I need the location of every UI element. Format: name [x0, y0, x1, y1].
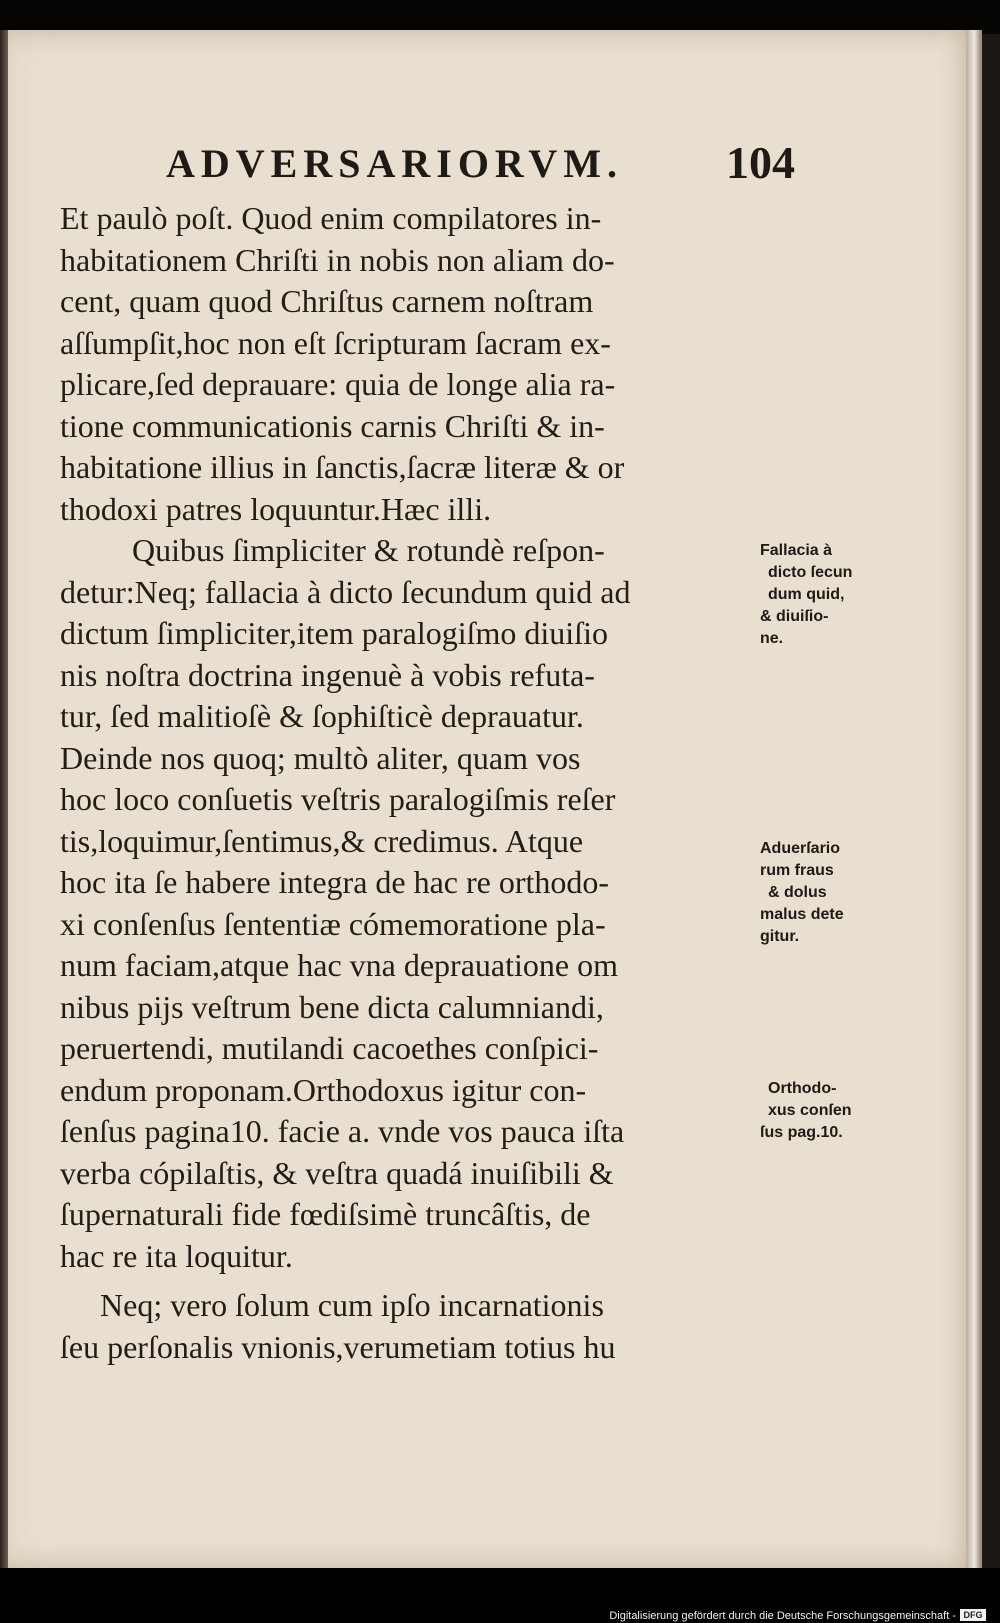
text-line: Deinde nos quoq; multò aliter, quam vos — [60, 739, 581, 776]
margin-note-orthodoxus: Orthodo- xus conſen ſus pag.10. — [760, 1080, 852, 1141]
text-line: peruertendi, mutilandi cacoethes conſpici- — [60, 1030, 599, 1066]
page-header — [6, 132, 976, 192]
text-line: cent, quam quod Chriſtus carnem noſtram — [60, 283, 594, 319]
text-line: ſupernaturali fide fœdiſsimè truncâſtis, de — [60, 1196, 591, 1232]
text-line: num faciam,atque hac vna deprauatione om — [60, 947, 618, 983]
running-title: ADVERSARIORVM. — [166, 141, 624, 186]
text-line: aſſumpſit,hoc non eſt ſcripturam ſacram ex- — [60, 324, 611, 361]
text-line: thodoxi patres loquuntur.Hæc illi. — [60, 490, 492, 527]
text-line: tis,loquimur,ſentimus,& credimus. Atque — [60, 822, 584, 859]
text-line: tione communicationis carnis Chriſti & in- — [60, 407, 605, 444]
book-page — [6, 30, 982, 1568]
text-line: hac re ita loquitur. — [60, 1237, 293, 1274]
text-line: nibus pijs veſtrum bene dicta calumniandi, — [60, 988, 604, 1025]
text-line: habitatione illius in ſanctis,ſacræ literæ & or — [60, 449, 625, 485]
text-line: verba cópilaſtis, & veſtra quadá inuiſibili & — [60, 1154, 614, 1191]
scan-top-border — [0, 0, 1000, 34]
text-line: xi conſenſus ſententiæ cómemoratione pla- — [60, 905, 606, 942]
digitization-credit: Digitalisierung gefördert durch die Deutsche Forschungsgemeinschaft - — [609, 1610, 956, 1622]
text-line: plicare,ſed deprauare: quia de longe alia ra- — [60, 366, 616, 402]
body-text — [60, 198, 770, 1368]
margin-note-fallacia: Fallacia à dicto ſecun dum quid, & diuiſio- ne. — [760, 542, 853, 647]
text-line: hoc loco conſuetis veſtris paralogiſmis reſer — [60, 781, 616, 817]
text-line: ſeu perſonalis vnionis,verumetiam totius hu — [60, 1328, 616, 1365]
text-line: habitationem Chriſti in nobis non aliam do- — [60, 241, 615, 278]
text-line: ſenſus pagina10. facie a. vnde vos pauca iſta — [60, 1113, 625, 1149]
margin-note-aduersariorum: Aduerſario rum fraus & dolus malus dete gitur. — [760, 840, 844, 945]
text-line: dictum ſimpliciter,item paralogiſmo diuiſio — [60, 615, 608, 651]
text-line: nis noſtra doctrina ingenuè à vobis refuta- — [60, 656, 595, 693]
text-line: Et paulò poſt. Quod enim compilatores in- — [60, 200, 602, 236]
text-line: hoc ita ſe habere integra de hac re orthodo- — [60, 864, 610, 900]
text-line-paragraph-start: Quibus ſimpliciter & rotundè reſpon- — [132, 532, 605, 568]
text-line: endum proponam.Orthodoxus igitur con- — [60, 1071, 587, 1108]
text-line: tur, ſed malitioſè & ſophiſticè deprauatur. — [60, 698, 584, 734]
text-line-paragraph-start: Neq; vero ſolum cum ipſo incarnationis — [100, 1287, 604, 1323]
dfg-logo: DFG — [960, 1609, 986, 1621]
page-number: 104 — [726, 137, 795, 188]
text-line: detur:Neq; fallacia à dicto ſecundum quid ad — [60, 573, 631, 610]
page-gutter — [0, 30, 8, 1568]
page-edge — [966, 30, 980, 1568]
